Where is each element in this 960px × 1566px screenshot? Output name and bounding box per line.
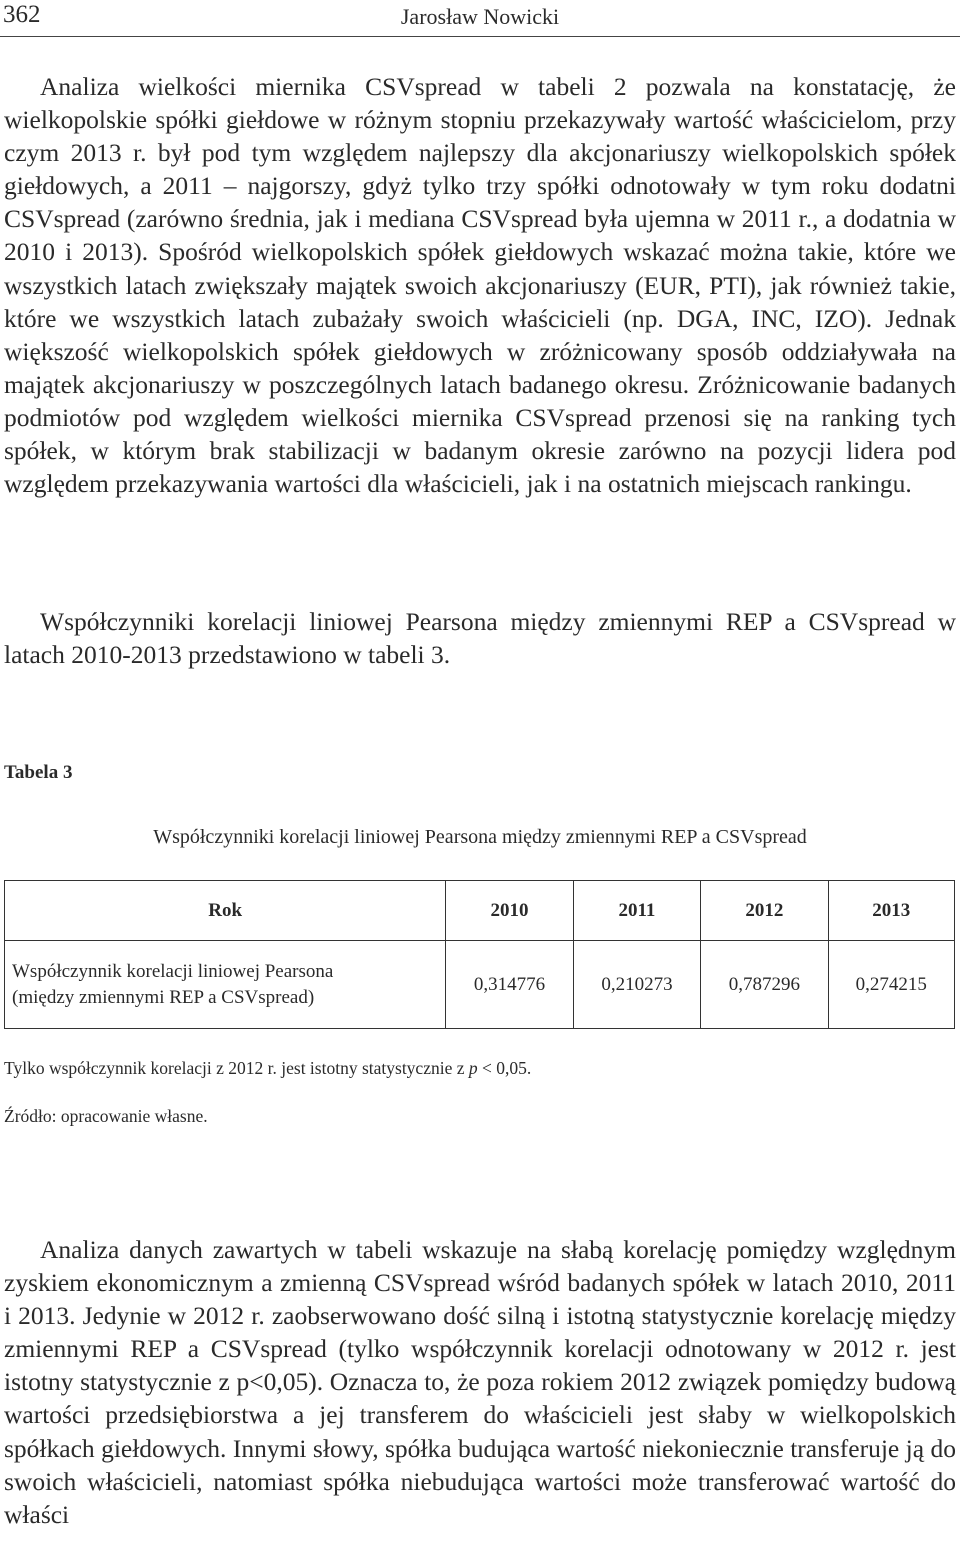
row-label-cell: [5, 941, 446, 1029]
paragraph-correlation-intro: Współczynniki korelacji liniowej Pearsona między zmiennymi REP a CSVspread w latach 2010-2013 przedstawiono w tabeli 3.: [4, 607, 956, 670]
correlation-table: [4, 880, 955, 1029]
value-cell-2011: 0,210273: [573, 941, 700, 1029]
page-header: [0, 0, 960, 37]
table-row: [5, 941, 955, 1029]
value-cell-2010: 0,314776: [446, 941, 573, 1029]
table-note-text: Tylko współczynnik korelacji z 2012 r. jest istotny statystycznie z: [4, 1058, 469, 1078]
header-cell-2010: 2010: [446, 881, 573, 941]
header-cell-2012: 2012: [701, 881, 828, 941]
running-head-author: Jarosław Nowicki: [400, 4, 560, 29]
table-note-p-symbol: p: [468, 1058, 478, 1078]
row-label-line-2: (między zmiennymi REP a CSVspread): [12, 986, 315, 1008]
header-cell-2011: 2011: [573, 881, 700, 941]
table-note-threshold: < 0,05.: [477, 1058, 532, 1078]
value-cell-2012: 0,787296: [701, 941, 828, 1029]
table-note: [4, 1058, 531, 1079]
table-header-row: [5, 881, 955, 941]
page-number: 362: [3, 1, 41, 28]
paragraph-correlation-analysis: Analiza danych zawartych w tabeli wskazuje na słabą korelację pomiędzy względnym zyskiem ekonomicznym a zmienną CSVspread wśród badanych spółek w latach 2010, 2011 i 2013. Jedynie w 2012 r. zaobserwowano dość silną i istotną statystycznie korelację między zmiennymi REP a CSVspread (tylko współczynnik korelacji odnotowany w 2012 r. jest istotny statystycznie z p<0,05). Oznacza to, że poza rokiem 2012 związek pomiędzy budową wartości przedsiębiorstwa a jej transferem do właścicieli jest słaby w wielkopolskich spółkach giełdowych. Innymi słowy, spółka budująca wartość niekoniecznie transferuje ją do swoich właścicieli, natomiast spółka niebudująca wartości może transferować wartość do właści: [4, 1235, 956, 1529]
value-cell-2013: 0,274215: [828, 941, 954, 1029]
header-cell-year: Rok: [5, 881, 446, 941]
table-caption: Współczynniki korelacji liniowej Pearsona między zmiennymi REP a CSVspread: [153, 826, 807, 848]
header-cell-2013: 2013: [828, 881, 954, 941]
table-label: Tabela 3: [4, 762, 73, 783]
table-source: Źródło: opracowanie własne.: [4, 1106, 208, 1126]
paragraph-analysis-csvspread: Analiza wielkości miernika CSVspread w tabeli 2 pozwala na konstatację, że wielkopolskie spółki giełdowe w różnym stopniu przekazywały wartość właścicielom, przy czym 2013 r. był pod tym względem najlepszy dla akcjonariuszy wielkopolskich spółek giełdowych, a 2011 – najgorszy, gdyż tylko trzy spółki odnotowały w tym roku dodatni CSVspread (zarówno średnia, jak i mediana CSVspread była ujemna w 2011 r., a dodatnia w 2010 i 2013). Spośród wielkopolskich spółek giełdowych wskazać można takie, które we wszystkich latach zwiększały majątek swoich akcjonariuszy (EUR, PTI), jak również takie, które we wszystkich latach zubażały swoich właścicieli (np. DGA, INC, IZO). Jednak większość wielkopolskich spółek giełdowych w zróżnicowany sposób oddziaływała na majątek akcjonariuszy w poszczególnych latach badanego okresu. Zróżnicowanie badanych podmiotów pod względem wielkości miernika CSVspread przenosi się na ranking tych spółek, w którym brak stabilizacji w badanym okresie zarówno na pozycji lidera pod względem przekazywania wartości dla właścicieli, jak i na ostatnich miejscach rankingu.: [4, 72, 956, 499]
row-label-line-1: Współczynnik korelacji liniowej Pearsona: [12, 960, 334, 982]
